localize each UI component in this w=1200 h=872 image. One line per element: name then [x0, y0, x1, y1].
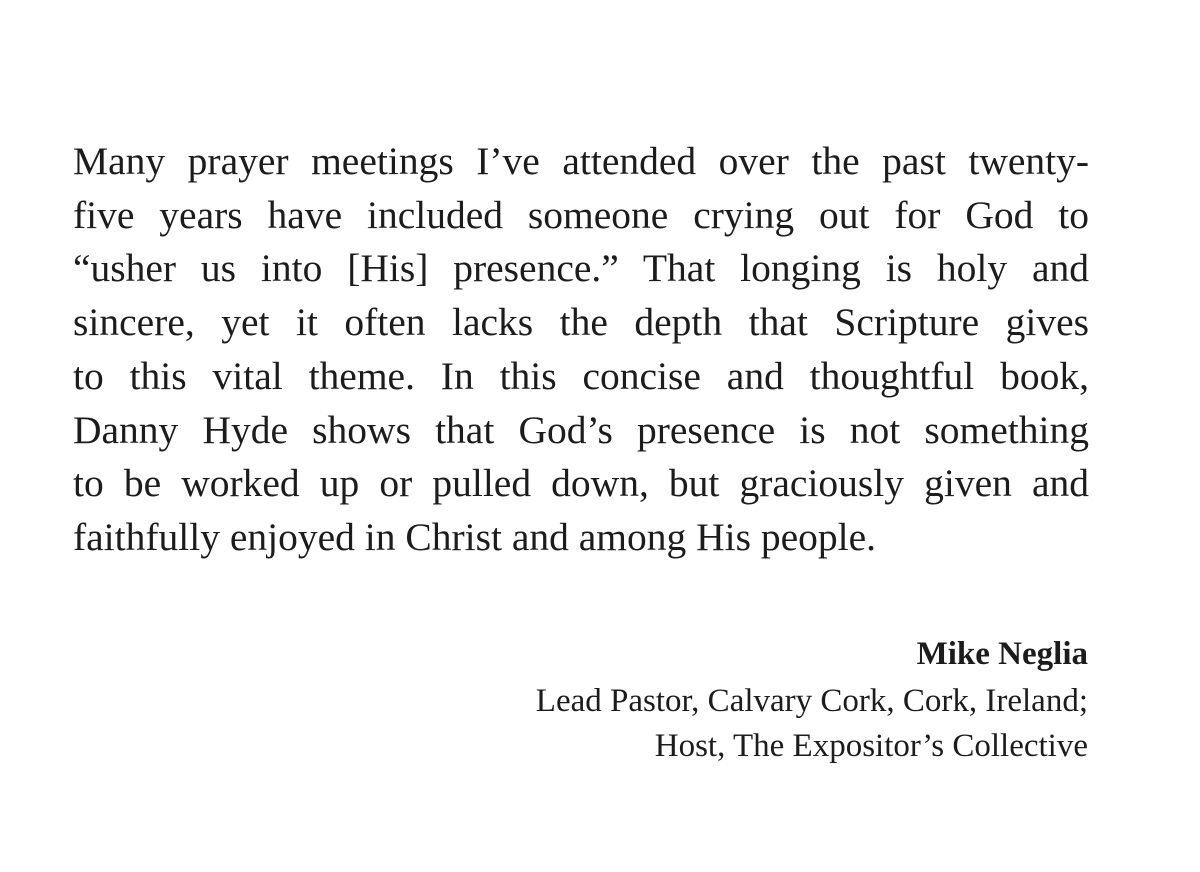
quote-line: to be worked up or pulled down, but graciously given and [73, 461, 1089, 506]
author-role: Host, The Expositor’s Collective [654, 728, 1088, 764]
attribution-block [536, 630, 1088, 769]
quote-line: “usher us into [His] presence.” That longing is holy and [73, 246, 1089, 291]
quote-line: five years have included someone crying out for God to [73, 192, 1089, 237]
quote-line: Many prayer meetings I’ve attended over the past twenty- [73, 139, 1089, 183]
quote-line: sincere, yet it often lacks the depth that Scripture gives [73, 300, 1089, 345]
author-role: Lead Pastor, Calvary Cork, Cork, Ireland; [535, 683, 1088, 719]
author-name: Mike Neglia [916, 636, 1088, 672]
quote-line: Danny Hyde shows that God’s presence is not something [73, 407, 1089, 452]
quote-line: to this vital theme. In this concise and thoughtful book, [73, 353, 1089, 398]
endorsement-quote [73, 135, 1089, 565]
quote-line: faithfully enjoyed in Christ and among His people. [73, 514, 877, 559]
